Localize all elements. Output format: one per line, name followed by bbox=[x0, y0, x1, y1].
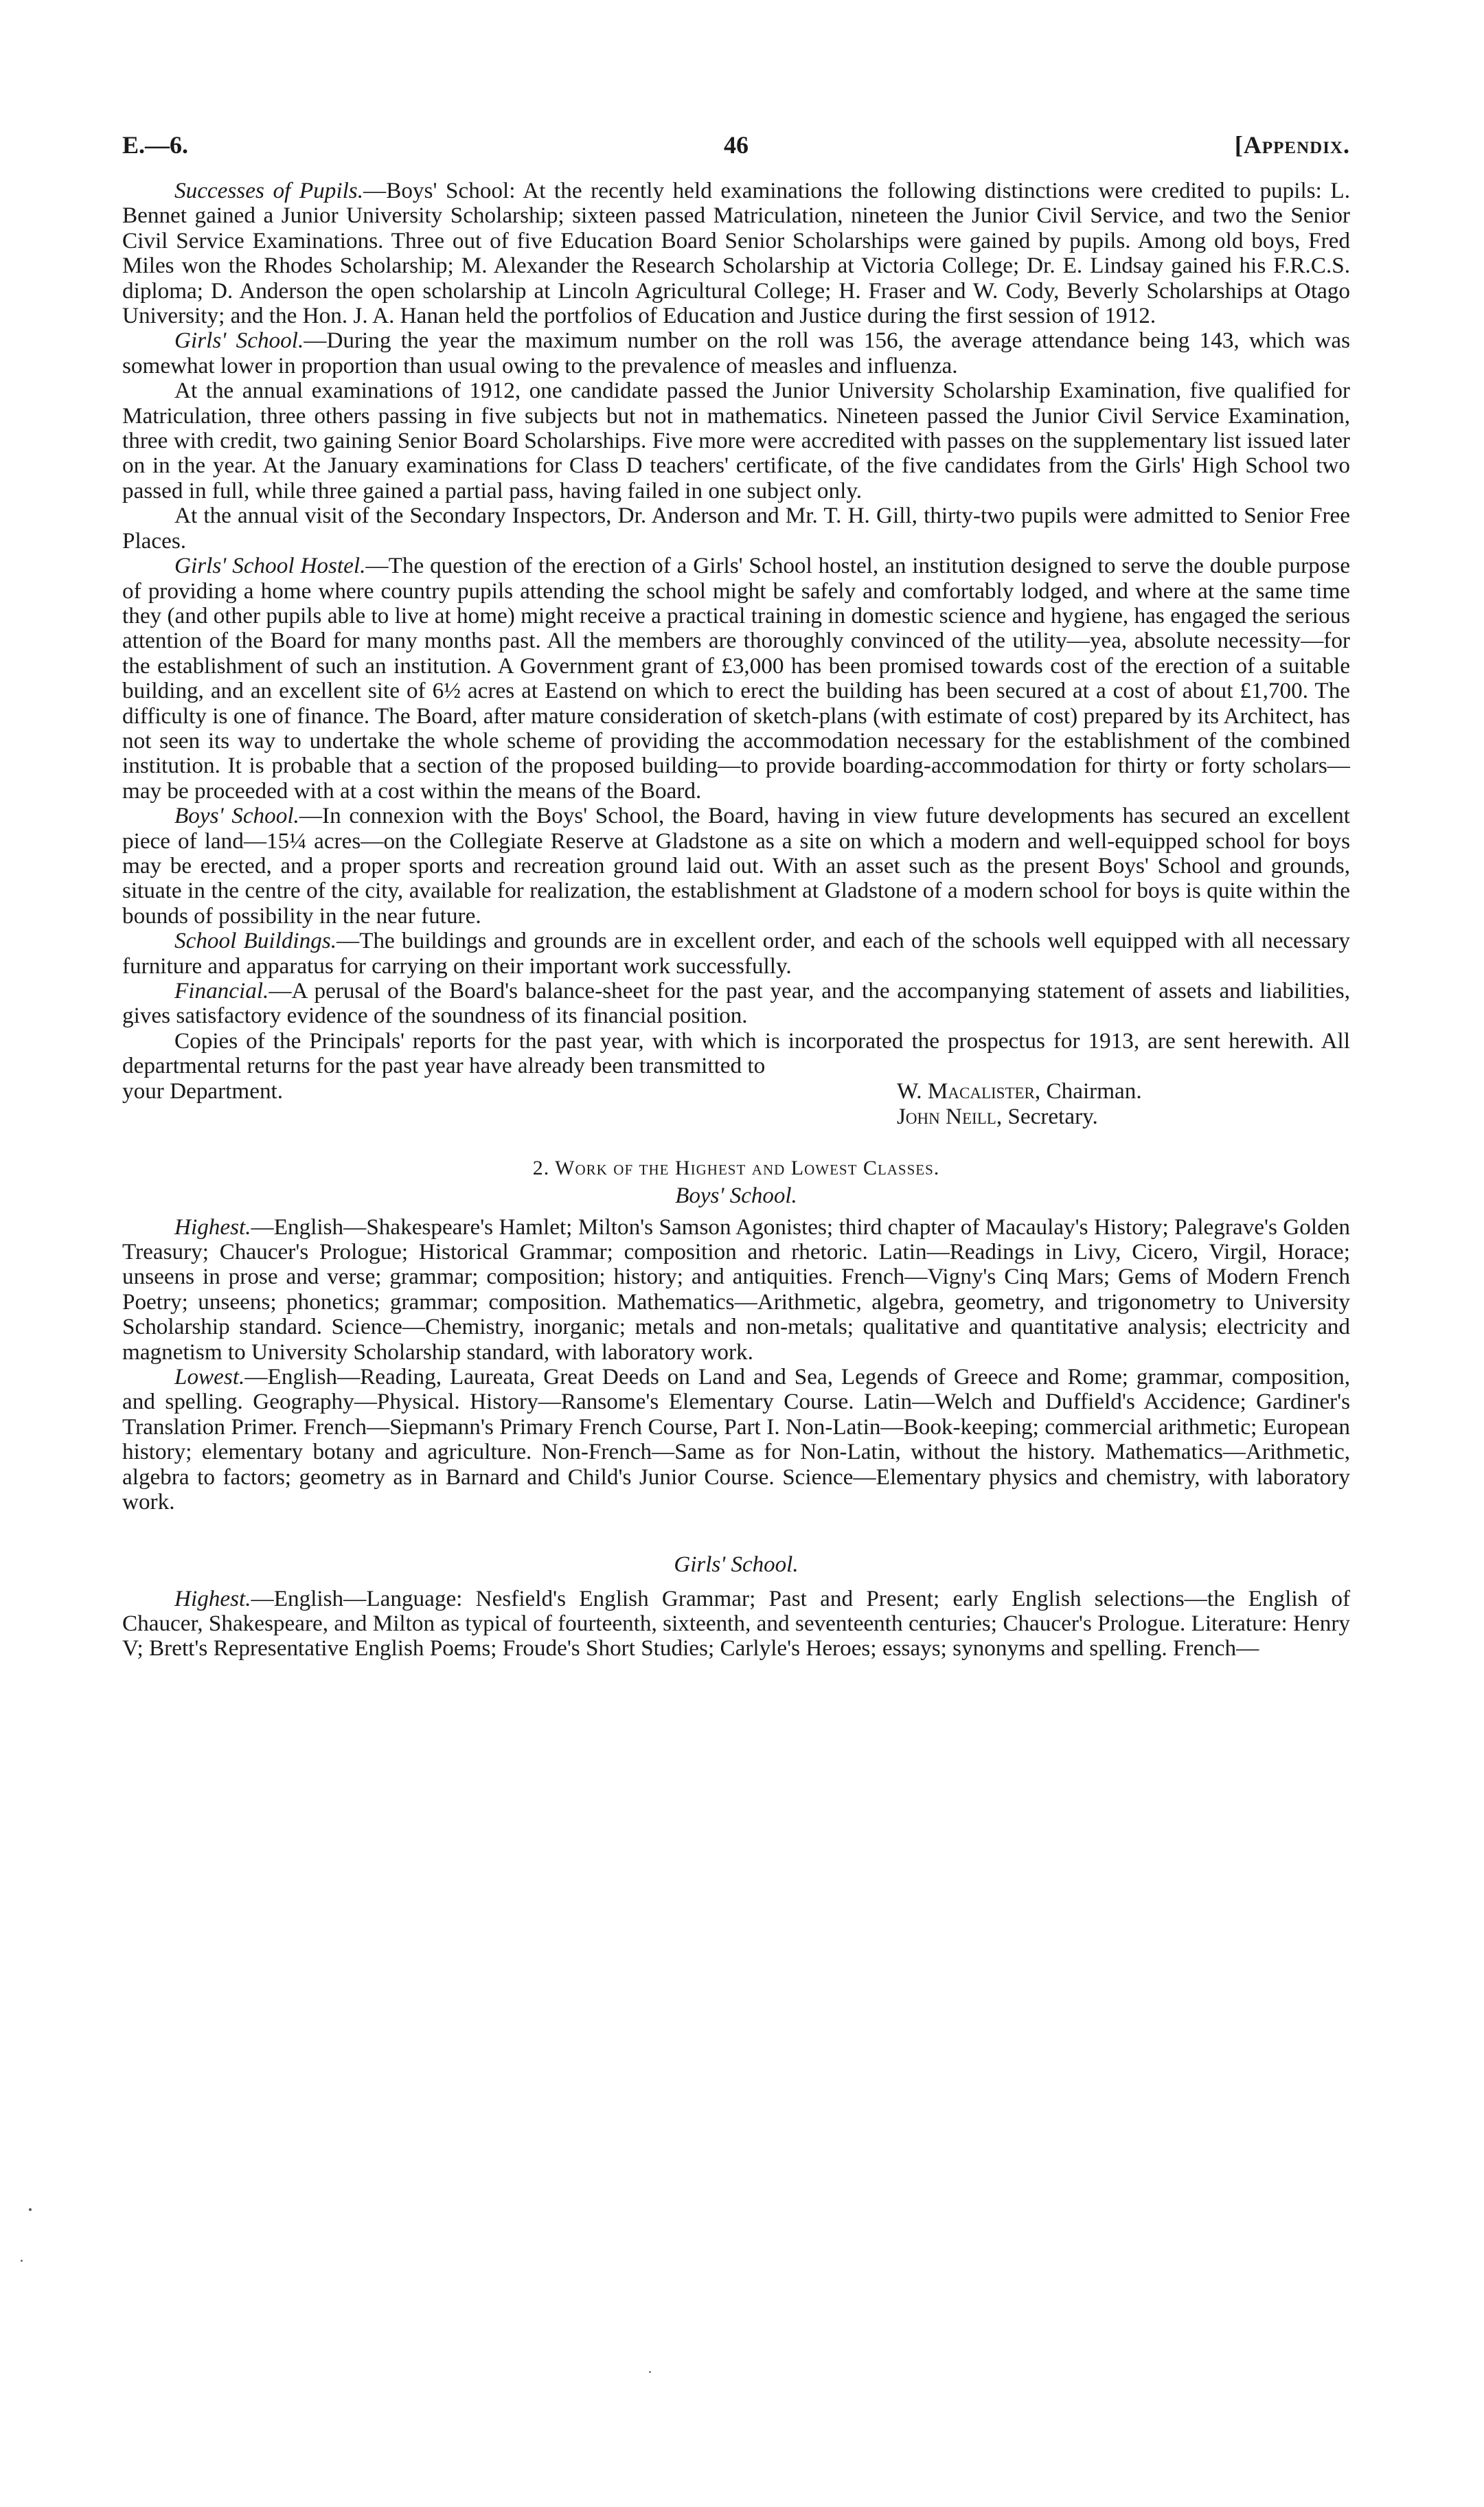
paragraph-successes bbox=[122, 179, 1350, 328]
paragraph-annual-exams: At the annual examinations of 1912, one candidate passed the Junior University Scholarship Examination, five qualified for Matriculation, three others passing in five subjects but not in mathematics. Nineteen passed the Junior Civil Service Examination, three with credit, two gaining Senior Board Scholarships. Five more were accredited with passes on the supplementary list issued later on in the year. At the January examinations for Class D teachers' certificate, of the five candidates from the Girls' High School two passed in full, while three gained a partial pass, having failed in one subject only. bbox=[122, 378, 1350, 503]
paragraph-girls-school bbox=[122, 328, 1350, 378]
paragraph-girls-highest bbox=[122, 1587, 1350, 1661]
paragraph-annual-visit: At the annual visit of the Secondary Inspectors, Dr. Anderson and Mr. T. H. Gill, thirty-two pupils were admitted to Senior Free Places. bbox=[122, 503, 1350, 554]
paragraph-hostel bbox=[122, 554, 1350, 804]
document-page bbox=[122, 131, 1350, 1661]
chairman-name: W. Macalister bbox=[897, 1078, 1035, 1104]
girls-school-title: Girls' School. bbox=[674, 1552, 799, 1577]
scan-speck bbox=[649, 2371, 651, 2373]
paragraph-text: —A perusal of the Board's balance-sheet for the past year, and the accompanying statement of assets and liabilities, gives satisfactory evidence of the soundness of its financial position. bbox=[122, 978, 1350, 1029]
section-title: 2. Work of the Highest and Lowest Classes. bbox=[532, 1156, 940, 1179]
paragraph-boys-lowest bbox=[122, 1365, 1350, 1515]
paragraph-copies: Copies of the Principals' reports for the past year, with which is incorporated the prospectus for 1913, are sent herewith. All departmental returns for the past year have already been transmitted to bbox=[122, 1028, 1350, 1079]
section2-body bbox=[122, 1215, 1350, 1515]
paragraph-heading: Successes of Pupils. bbox=[174, 178, 364, 203]
page-number: 46 bbox=[724, 131, 749, 159]
paragraph-text: —Boys' School: At the recently held examinations the following distinctions were credited to pupils: L. Bennet gained a Junior University Scholarship; sixteen passed Matriculation, nineteen the Junior Civil Service, and two the Senior Civil Service Examinations. Three out of five Education Board Senior Scholarships were gained by pupils. Among old boys, Fred Miles won the Rhodes Scholarship; M. Alexander the Research Scholarship at Victoria College; Dr. E. Lindsay gained his F.R.C.S. diploma; D. Anderson the open scholarship at Lincoln Agricultural College; H. Fraser and W. Cody, Beverly Scholarships at Otago University; and the Hon. J. A. Hanan held the portfolios of Education and Justice during the first session of 1912. bbox=[122, 178, 1350, 329]
section2-girls-body bbox=[122, 1587, 1350, 1661]
report-code: E.—6. bbox=[122, 131, 189, 159]
page-header bbox=[122, 131, 1350, 179]
paragraph-heading: Girls' School Hostel. bbox=[174, 553, 366, 579]
paragraph-heading: Highest. bbox=[174, 1214, 251, 1240]
scan-speck bbox=[21, 2260, 23, 2262]
paragraph-text: —The buildings and grounds are in excellent order, and each of the schools well equipped with all necessary furniture and apparatus for carrying on their important work successfully. bbox=[122, 928, 1350, 979]
boys-school-title: Boys' School. bbox=[675, 1183, 797, 1208]
paragraph-heading: Financial. bbox=[174, 978, 269, 1003]
chairman-title: , Chairman. bbox=[1034, 1078, 1142, 1104]
secretary-name: John Neill bbox=[897, 1103, 996, 1129]
paragraph-text: —The question of the erection of a Girls' School hostel, an institution designed to serve the double purpose of providing a home where country pupils attending the school might be safely and comfortably lodged, and where at the same time they (and other pupils able to live at home) might receive a practical training in domestic science and hygiene, has engaged the serious attention of the Board for many months past. All the members are thoroughly convinced of the utility—yea, absolute necessity—for the establishment of such an institution. A Government grant of £3,000 has been promised towards cost of the erection of a suitable building, and an excellent site of 6½ acres at Eastend on which to erect the building has been secured at a cost of about £1,700. The difficulty is one of finance. The Board, after mature consideration of sketch-plans (with estimate of cost) prepared by its Architect, has not seen its way to undertake the whole scheme of providing the accommodation necessary for the establishment of the combined institution. It is probable that a section of the proposed building—to provide boarding-accommodation for thirty or forty scholars—may be proceeded with at a cost within the means of the Board. bbox=[122, 553, 1351, 804]
paragraph-heading: Girls' School. bbox=[174, 328, 304, 354]
paragraph-text: —In connexion with the Boys' School, the Board, having in view future developments has secured an excellent piece of land—15¼ acres—on the Collegiate Reserve at Gladstone as a site on which a modern and well-equipped school for boys may be erected, and a proper sports and recreation ground laid out. With an asset such as the present Boys' School and grounds, situate in the centre of the city, available for realization, the establishment at Gladstone of a modern school for boys is quite within the bounds of possibility in the near future. bbox=[122, 803, 1350, 929]
paragraph-heading: School Buildings. bbox=[174, 928, 337, 954]
signature-block bbox=[122, 1079, 1350, 1130]
paragraph-text: —During the year the maximum number on the roll was 156, the average attendance being 143, which was somewhat lower in proportion than usual owing to the prevalence of measles and influenza. bbox=[122, 328, 1350, 378]
report-body bbox=[122, 179, 1350, 1079]
chairman-signature bbox=[897, 1079, 1142, 1104]
closing-text: your Department. bbox=[122, 1078, 284, 1104]
secretary-title: , Secretary. bbox=[996, 1103, 1098, 1129]
appendix-label: [Appendix. bbox=[1234, 131, 1350, 159]
paragraph-text: —English—Reading, Laureata, Great Deeds on Land and Sea, Legends of Greece and Rome; grammar, composition, and spelling. Geography—Physical. History—Ransome's Elementary Course. Latin—Welch and Duffield's Accidence; Gardiner's Translation Primer. French—Siepmann's Primary French Course, Part I. Non-Latin—Book-keeping; commercial arithmetic; European history; elementary botany and agriculture. Non-French—Same as for Non-Latin, without the history. Mathematics—Arithmetic, algebra to factors; geometry as in Barnard and Child's Junior Course. Science—Elementary physics and chemistry, with laboratory work. bbox=[122, 1364, 1350, 1515]
paragraph-financial bbox=[122, 979, 1350, 1029]
paragraph-text: —English—Shakespeare's Hamlet; Milton's Samson Agonistes; third chapter of Macaulay's History; Palegrave's Golden Treasury; Chaucer's Prologue; Historical Grammar; composition and rhetoric. Latin—Readings in Livy, Cicero, Virgil, Horace; unseens in prose and verse; grammar; composition; history; and antiquities. French—Vigny's Cinq Mars; Gems of Modern French Poetry; unseens; phonetics; grammar; composition. Mathematics—Arithmetic, algebra, geometry, and trigonometry to University Scholarship standard. Science—Chemistry, inorganic; metals and non-metals; qualitative and quantitative analysis; electricity and magnetism to University Scholarship standard, with laboratory work. bbox=[122, 1214, 1350, 1365]
paragraph-buildings bbox=[122, 929, 1350, 979]
paragraph-boys-school bbox=[122, 804, 1350, 929]
paragraph-heading: Highest. bbox=[174, 1585, 251, 1611]
paragraph-boys-highest bbox=[122, 1215, 1350, 1365]
scan-speck bbox=[29, 2208, 32, 2211]
paragraph-heading: Lowest. bbox=[174, 1364, 245, 1390]
secretary-signature bbox=[897, 1104, 1098, 1129]
paragraph-heading: Boys' School. bbox=[174, 803, 299, 829]
paragraph-text: —English—Language: Nesfield's English Grammar; Past and Present; early English selections—the English of Chaucer, Shakespeare, and Milton as typical of fourteenth, sixteenth, and seventeenth centuries; Chaucer's Prologue. Literature: Henry V; Brett's Representative English Poems; Froude's Short Studies; Carlyle's Heroes; essays; synonyms and spelling. French— bbox=[122, 1585, 1350, 1661]
